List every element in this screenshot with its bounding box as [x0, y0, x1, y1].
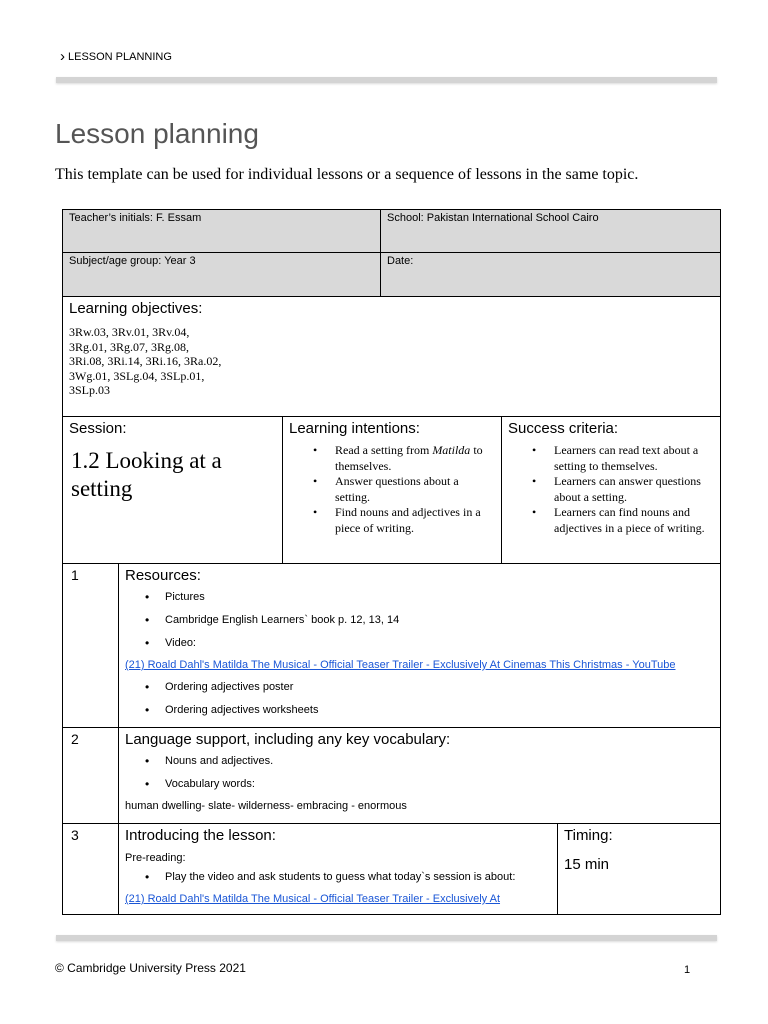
timing-value: 15 min — [564, 856, 610, 873]
school-cell: School: Pakistan International School Cairo — [381, 210, 721, 253]
timing-cell — [558, 824, 721, 915]
video-link-2[interactable]: (21) Roald Dahl's Matilda The Musical - Official Teaser Trailer - Exclusively At — [125, 893, 501, 905]
language-support-cell — [119, 728, 721, 824]
resources-list-2 — [119, 680, 720, 717]
pre-reading-label: Pre-reading: — [125, 852, 186, 864]
timing-heading: Timing: — [564, 827, 613, 844]
objective-line: 3Ri.08, 3Ri.14, 3Ri.16, 3Ra.02, — [69, 354, 222, 368]
subject-age-cell: Subject/age group: Year 3 — [63, 253, 381, 297]
intro-text: This template can be used for individual lessons or a sequence of lessons in the same topic. — [55, 166, 639, 183]
session-cell — [63, 417, 283, 564]
resources-list — [119, 590, 720, 650]
list-item: • Cambridge English Learners` book p. 12, 13, 14 — [119, 613, 720, 627]
row-number: 3 — [63, 824, 119, 915]
success-criteria-heading: Success criteria: — [508, 420, 619, 437]
page-number: 1 — [684, 964, 691, 976]
copyright: © Cambridge University Press 2021 — [55, 961, 246, 975]
objective-line: 3SLp.03 — [69, 383, 111, 397]
list-item: • Nouns and adjectives. — [119, 754, 720, 768]
objective-codes — [69, 325, 714, 398]
teacher-initials-cell: Teacher’s initials: F. Essam — [63, 210, 381, 253]
objective-line: 3Rg.01, 3Rg.07, 3Rg.08, — [69, 339, 190, 354]
learning-objectives-cell — [63, 297, 721, 417]
breadcrumb-label: LESSON PLANNING — [68, 51, 172, 63]
learning-intentions-cell — [283, 417, 502, 564]
list-item: • Answer questions about a setting. — [283, 474, 501, 505]
list-item: • Learners can find nouns and adjectives in a piece of writing. — [502, 505, 720, 536]
vocabulary-words: human dwelling- slate- wilderness- embracing - enormous — [125, 800, 407, 812]
success-criteria-list — [502, 443, 720, 536]
list-item: • Learners can answer questions about a setting. — [502, 474, 720, 505]
list-item: • Ordering adjectives poster — [119, 680, 720, 694]
learning-intentions-heading: Learning intentions: — [289, 420, 420, 437]
date-cell: Date: — [381, 253, 721, 297]
header-divider — [56, 77, 717, 83]
language-list — [119, 754, 720, 791]
row-number: 2 — [63, 728, 119, 824]
resources-heading: Resources: — [125, 567, 201, 584]
footer-divider — [56, 935, 717, 941]
list-item: • Vocabulary words: — [119, 777, 720, 791]
video-link[interactable]: (21) Roald Dahl's Matilda The Musical - Official Teaser Trailer - Exclusively At Cinemas This Christmas - YouTube — [125, 659, 676, 671]
introducing-list — [119, 870, 557, 884]
resources-cell — [119, 564, 721, 728]
lesson-plan-table — [62, 209, 721, 915]
page-title: Lesson planning — [55, 118, 259, 149]
list-item: • Pictures — [119, 590, 720, 604]
list-item: • Find nouns and adjectives in a piece of writing. — [283, 505, 501, 536]
breadcrumb — [60, 48, 172, 65]
list-item: • Video: — [119, 636, 720, 650]
learning-objectives-heading: Learning objectives: — [69, 300, 203, 317]
chevron-right-icon: › — [60, 48, 65, 65]
list-item: • Learners can read text about a setting to themselves. — [502, 443, 720, 474]
language-support-heading: Language support, including any key vocabulary: — [125, 731, 451, 748]
objective-line: 3Wg.01, 3SLg.04, 3SLp.01, — [69, 368, 205, 383]
success-criteria-cell — [502, 417, 721, 564]
objective-line: 3Rw.03, 3Rv.01, 3Rv.04, — [69, 325, 190, 339]
session-title: 1.2 Looking at a setting — [71, 448, 222, 501]
introducing-lesson-heading: Introducing the lesson: — [125, 827, 276, 844]
learning-intentions-list — [283, 443, 501, 536]
row-number: 1 — [63, 564, 119, 728]
introducing-lesson-cell — [119, 824, 558, 915]
list-item: • Read a setting from Matilda to themselves. — [283, 443, 501, 474]
session-heading: Session: — [69, 420, 127, 437]
list-item: • Ordering adjectives worksheets — [119, 703, 720, 717]
list-item: • Play the video and ask students to guess what today`s session is about: — [119, 870, 557, 884]
